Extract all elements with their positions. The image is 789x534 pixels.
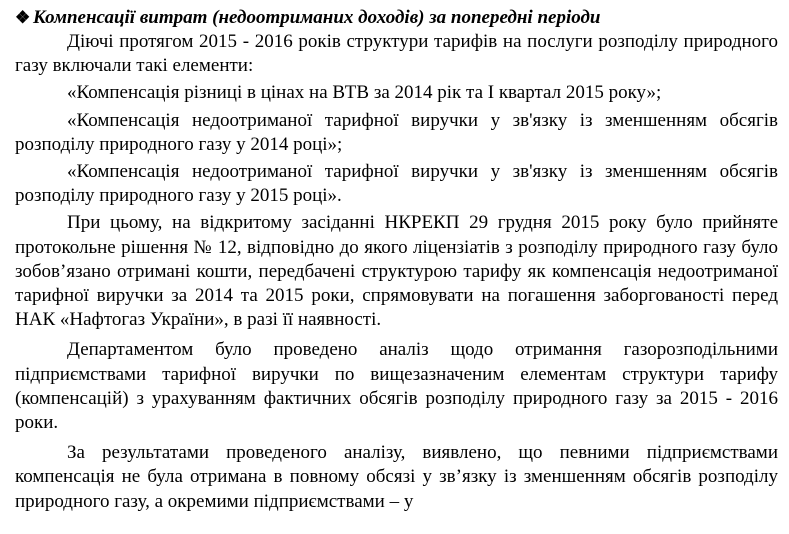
document-page — [15, 6, 778, 514]
section-heading-text: Компенсації витрат (недоотриманих доходів) за попередні періоди — [33, 7, 601, 28]
paragraph-item-2: «Компенсація недоотриманої тарифної виручки у зв'язку із зменшенням обсягів розподілу природного газу у 2014 році»; — [15, 109, 778, 155]
paragraph-intro: Діючі протягом 2015 - 2016 років структури тарифів на послуги розподілу природного газу включали такі елементи: — [15, 31, 778, 77]
paragraph-item-1: «Компенсація різниці в цінах на ВТВ за 2014 рік та І квартал 2015 року»; — [67, 82, 662, 104]
paragraph-decision: При цьому, на відкритому засіданні НКРЕКП 29 грудня 2015 року було прийняте протокольне рішення № 12, відповідно до якого ліцензіатів з розподілу природного газу було зобов’язано отримані кошти, передбачені структурою тарифу як компенсація недоотриманої тарифної виручки за 2014 та 2015 роки, спрямовувати на погашення заборгованості перед НАК «Нафтогаз України», в разі її наявності. — [15, 212, 778, 331]
diamond-bullet-icon: ❖ — [15, 8, 31, 27]
paragraph-item-3: «Компенсація недоотриманої тарифної виручки у зв'язку із зменшенням обсягів розподілу природного газу у 2015 році». — [15, 161, 778, 207]
paragraph-results: За результатами проведеного аналізу, виявлено, що певними підприємствами компенсація не була отримана в повному обсязі у зв’язку із зменшенням обсягів розподілу природного газу, а окремими підприємствами – у — [15, 442, 778, 512]
paragraph-analysis: Департаментом було проведено аналіз щодо отримання газорозподільними підприємствами тарифної виручки по вищезазначеним елементам структури тарифу (компенсацій) з урахуванням фактичних обсягів розподілу природного газу за 2015 - 2016 роки. — [15, 339, 778, 434]
section-heading — [15, 6, 778, 30]
